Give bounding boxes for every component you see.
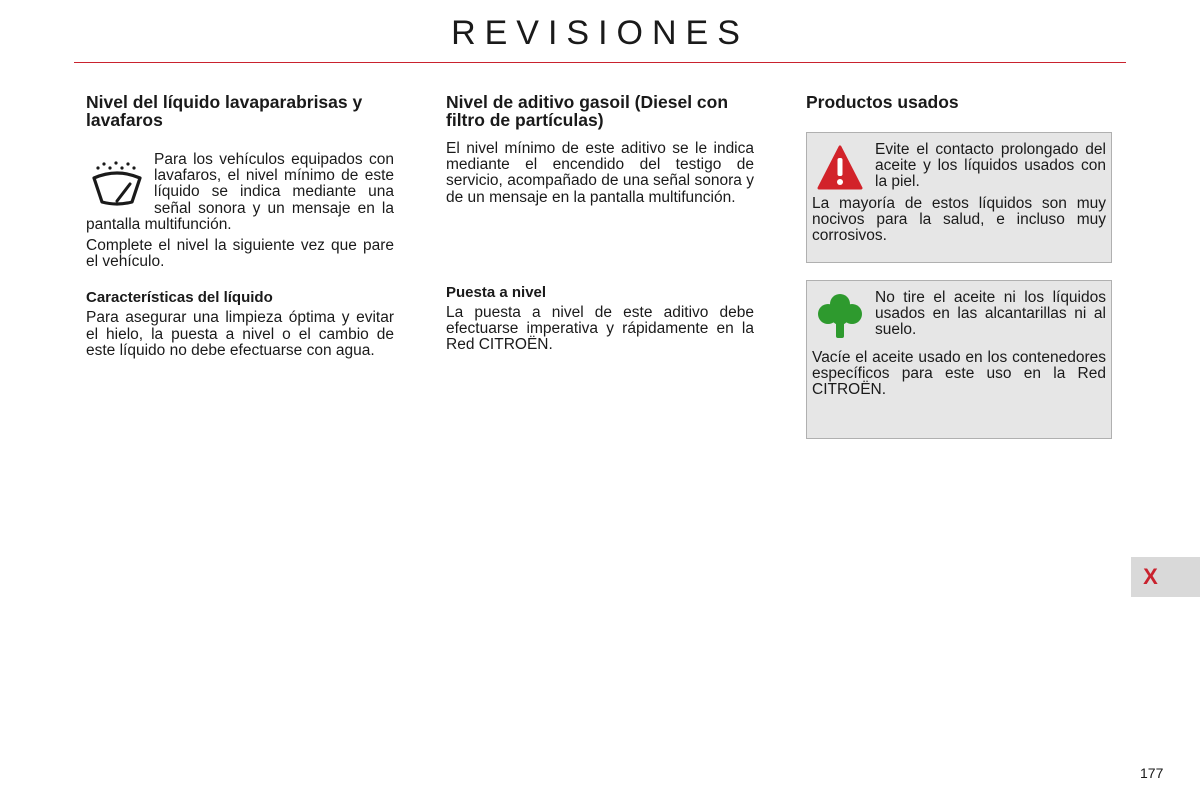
top-up-text: La puesta a nivel de este aditivo debe efectuarse imperativa y rápidamente en la Red CITROËN. bbox=[446, 303, 754, 354]
chapter-tab[interactable]: X bbox=[1131, 557, 1200, 597]
washer-fluid-text-2: Complete el nivel la siguiente vez que pare el vehículo. bbox=[86, 237, 394, 271]
eco-text-1: No tire el aceite ni los líquidos usados en las alcantarillas ni al suelo. bbox=[875, 289, 1106, 339]
page-number: 177 bbox=[1140, 765, 1164, 781]
eco-box bbox=[806, 280, 1112, 439]
eco-text-2: Vacíe el aceite usado en los contenedores específicos para este uso en la Red CITROËN. bbox=[812, 348, 1106, 399]
fluid-characteristics-text: Para asegurar una limpieza óptima y evitar el hielo, la puesta a nivel o el cambio de este líquido no debe efectuarse con agua. bbox=[86, 309, 394, 359]
warning-text-2: La mayoría de estos líquidos son muy nocivos para la salud, e incluso muy corrosivos. bbox=[812, 194, 1106, 245]
top-up-heading: Puesta a nivel bbox=[446, 283, 547, 301]
warning-box bbox=[806, 132, 1112, 263]
warning-triangle-icon bbox=[817, 144, 863, 192]
column-used-products bbox=[806, 93, 1114, 111]
washer-fluid-icon bbox=[88, 158, 146, 212]
fluid-characteristics-heading: Características del líquido bbox=[86, 289, 273, 307]
diesel-additive-text: El nivel mínimo de este aditivo se le indica mediante el encendido del testigo de servicio, acompañado de una señal sonora y de un mensaje en la pantalla multifunción. bbox=[446, 140, 754, 206]
diesel-additive-heading: Nivel de aditivo gasoil (Diesel con filtro de partículas) bbox=[446, 92, 729, 130]
title-divider bbox=[74, 62, 1126, 63]
page-title: REVISIONES bbox=[451, 14, 749, 52]
washer-fluid-heading: Nivel del líquido lavaparabrisas y lavafaros bbox=[86, 92, 363, 130]
washer-fluid-text-1: Para los vehículos equipados con lavafaros, el nivel mínimo de este líquido se indica mediante una señal sonora y un mensaje en la pantalla multifunción. bbox=[86, 151, 394, 233]
used-products-heading: Productos usados bbox=[806, 92, 959, 112]
warning-text-1: Evite el contacto prolongado del aceite y los líquidos usados con la piel. bbox=[875, 141, 1106, 191]
tree-icon bbox=[817, 292, 863, 340]
column-diesel-additive bbox=[446, 93, 754, 353]
column-washer-fluid bbox=[86, 93, 394, 359]
